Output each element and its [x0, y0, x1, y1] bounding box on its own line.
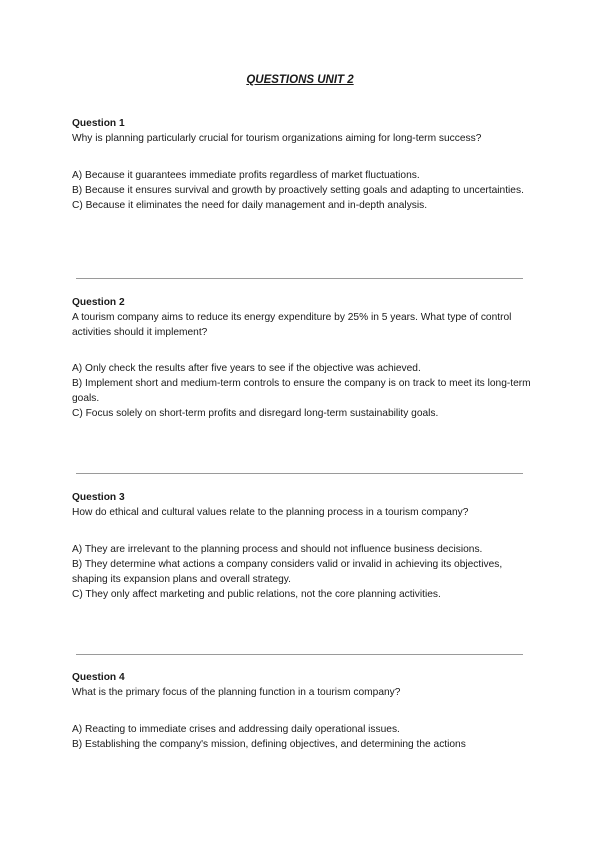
question-3 [72, 490, 532, 602]
question-heading: Question 1 [72, 118, 125, 129]
answer-options [72, 361, 532, 421]
page-title: QUESTIONS UNIT 2 [246, 74, 354, 86]
divider [76, 278, 523, 279]
answer-options [72, 168, 532, 213]
question-heading: Question 3 [72, 492, 125, 503]
question-heading: Question 4 [72, 672, 125, 683]
answer-option: C) They only affect marketing and public relations, not the core planning activities. [72, 589, 441, 600]
answer-option: C) Because it eliminates the need for daily management and in-depth analysis. [72, 200, 428, 211]
answer-option: A) Only check the results after five years to see if the objective was achieved. [72, 363, 421, 374]
question-text: A tourism company aims to reduce its energy expenditure by 25% in 5 years. What type of control activities should it implement? [72, 312, 512, 338]
answer-option: A) Because it guarantees immediate profits regardless of market fluctuations. [72, 170, 420, 181]
answer-option: B) Because it ensures survival and growth by proactively setting goals and adapting to uncertainties. [72, 185, 524, 196]
question-text: Why is planning particularly crucial for tourism organizations aiming for long-term success? [72, 133, 482, 144]
answer-option: A) They are irrelevant to the planning process and should not influence business decisions. [72, 544, 483, 555]
answer-option: B) Implement short and medium-term controls to ensure the company is on track to meet its long-term goals. [72, 378, 531, 404]
answer-option: B) They determine what actions a company considers valid or invalid in achieving its objectives, shaping its expansion plans and overall strategy. [72, 559, 503, 585]
divider [76, 473, 523, 474]
answer-option: C) Focus solely on short-term profits and disregard long-term sustainability goals. [72, 408, 439, 419]
answer-options [72, 542, 532, 602]
question-text: How do ethical and cultural values relate to the planning process in a tourism company? [72, 507, 469, 518]
answer-options [72, 722, 532, 752]
question-text: What is the primary focus of the planning function in a tourism company? [72, 687, 401, 698]
question-4 [72, 670, 532, 752]
answer-option: A) Reacting to immediate crises and addressing daily operational issues. [72, 724, 400, 735]
answer-option: B) Establishing the company's mission, defining objectives, and determining the actions [72, 739, 466, 750]
question-heading: Question 2 [72, 297, 125, 308]
divider [76, 654, 523, 655]
question-2 [72, 295, 532, 421]
question-1 [72, 116, 532, 213]
